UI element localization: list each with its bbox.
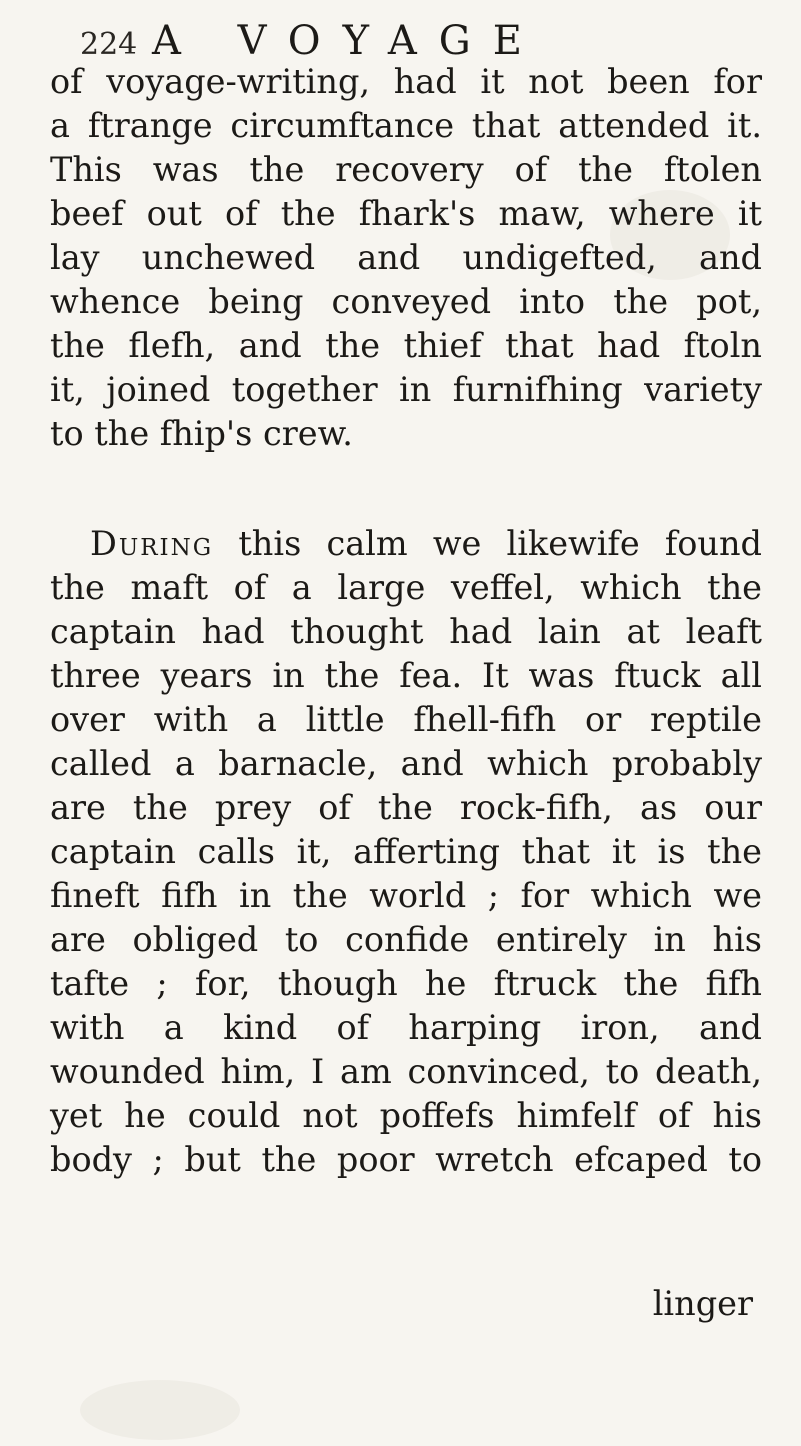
text-line: a ftrange circumftance that attended it. [50,106,762,145]
text-line: tafte ; for, though he ftruck the fifh [50,964,762,1003]
paper-stain [80,1380,240,1440]
text-line: to the fhip's crew. [50,414,353,453]
text-line: This was the recovery of the ftolen [50,150,762,189]
text-line: lay unchewed and undigefted, and [50,238,762,277]
first-line-rest: this calm we likewife found [238,524,762,563]
text-line: of voyage-writing, had it not been for [50,62,762,101]
text-line: the maft of a large veffel, which the [50,568,762,607]
text-line: the flefh, and the thief that had ftoln [50,326,762,365]
text-line: it, joined together in furnifhing variety [50,370,762,409]
text-line: body ; but the poor wretch efcaped to [50,1140,762,1179]
paragraph-2 [50,522,762,1182]
text-line: called a barnacle, and which probably [50,744,762,783]
lead-word: During [90,524,214,563]
text-line: three years in the fea. It was ftuck all [50,656,762,695]
text-line: whence being conveyed into the pot, [50,282,762,321]
text-line: beef out of the fhark's maw, where it [50,194,762,233]
running-head: A VOYAGE [152,18,544,64]
text-line: yet he could not poffefs himfelf of his [50,1096,762,1135]
text-line-first [50,522,762,566]
text-line: with a kind of harping iron, and [50,1008,762,1047]
text-line: are the prey of the rock-fifh, as our [50,788,762,827]
text-line: captain had thought had lain at leaft [50,612,762,651]
text-line: captain calls it, afferting that it is the [50,832,762,871]
text-line: over with a little fhell-fifh or reptile [50,700,762,739]
catchword: linger [652,1284,753,1323]
page-number: 224 [80,27,138,62]
text-line: fineft fifh in the world ; for which we [50,876,762,915]
paragraph-1 [50,60,762,456]
text-line: wounded him, I am convinced, to death, [50,1052,762,1091]
text-line: are obliged to confide entirely in his [50,920,762,959]
